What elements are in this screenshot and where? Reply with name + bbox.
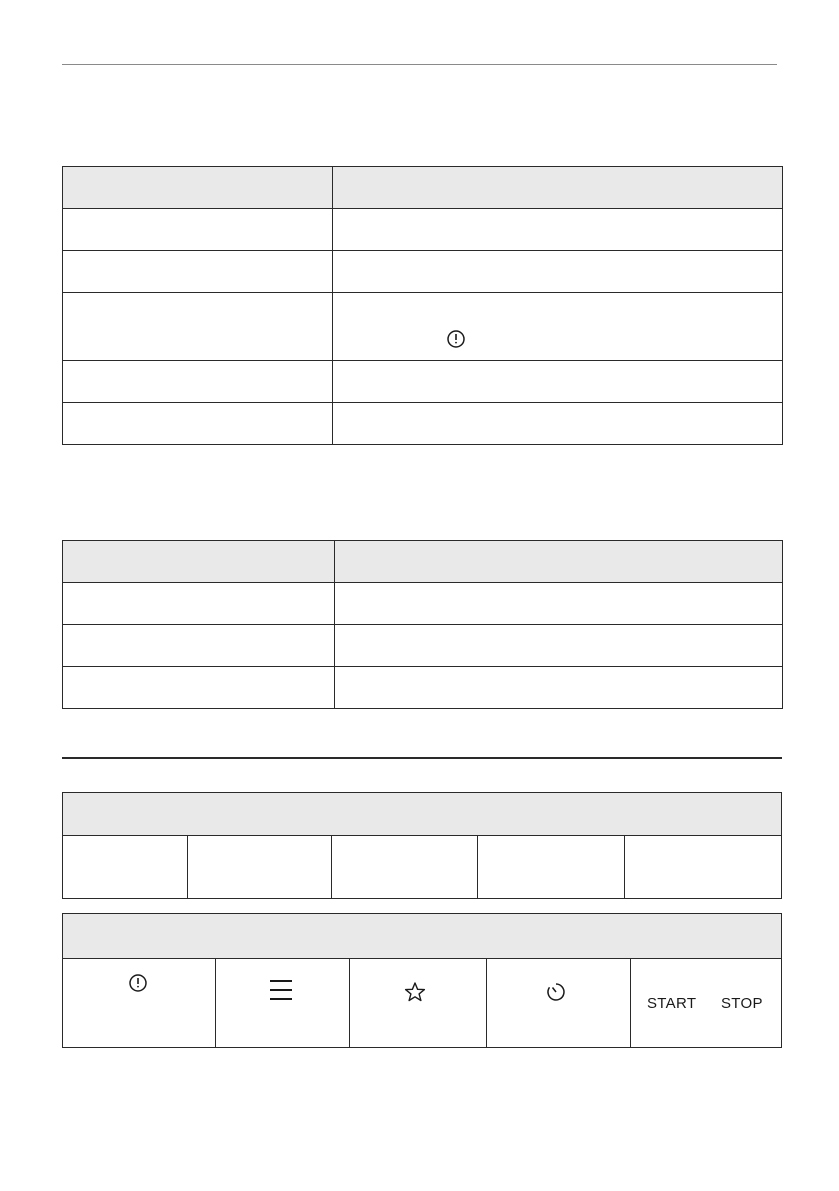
power-icon [446, 329, 466, 349]
table-cell [63, 251, 333, 293]
table-cell [333, 293, 783, 361]
favourite-key-cell [350, 959, 487, 1047]
table-cell [63, 293, 333, 361]
table-cell [335, 625, 783, 667]
panel-header [63, 793, 781, 836]
table-cell [63, 667, 335, 709]
table-cell [335, 583, 783, 625]
power-key-cell [63, 959, 216, 1047]
table-1 [62, 166, 783, 445]
table-row [63, 667, 783, 709]
header-cell [63, 167, 333, 209]
table-cell [63, 583, 335, 625]
panel-1 [62, 792, 782, 899]
panel-cell [625, 836, 781, 898]
table-2 [62, 540, 783, 709]
header-cell [335, 541, 783, 583]
table-cell [63, 403, 333, 445]
table-cell [63, 625, 335, 667]
panel-cells [63, 836, 781, 898]
timer-icon [545, 981, 567, 1003]
star-icon [404, 981, 426, 1003]
table-cell [333, 403, 783, 445]
panel-cells [63, 959, 781, 1047]
panel-header [63, 914, 781, 959]
table-row [63, 583, 783, 625]
menu-key-cell [216, 959, 350, 1047]
panel-cell [188, 836, 332, 898]
panel-cell [63, 836, 188, 898]
table-cell [333, 209, 783, 251]
control-panel [62, 913, 782, 1048]
table-cell [333, 361, 783, 403]
table-cell [333, 251, 783, 293]
table-row [63, 293, 783, 361]
table-row [63, 403, 783, 445]
table-cell [63, 209, 333, 251]
table-cell [335, 667, 783, 709]
menu-icon [269, 979, 293, 1001]
start-stop-key-cell [631, 959, 781, 1047]
table-row [63, 361, 783, 403]
power-icon [128, 973, 148, 993]
header-cell [333, 167, 783, 209]
table-row [63, 251, 783, 293]
stop-label: STOP [721, 995, 763, 1012]
section-divider [62, 757, 782, 759]
panel-cell [478, 836, 625, 898]
table-header [63, 541, 783, 583]
table-cell [63, 361, 333, 403]
start-label: START [647, 995, 697, 1012]
header-cell [63, 541, 335, 583]
timer-key-cell [487, 959, 631, 1047]
top-rule [62, 64, 777, 65]
table-row [63, 625, 783, 667]
table-row [63, 209, 783, 251]
panel-cell [332, 836, 478, 898]
table-header [63, 167, 783, 209]
